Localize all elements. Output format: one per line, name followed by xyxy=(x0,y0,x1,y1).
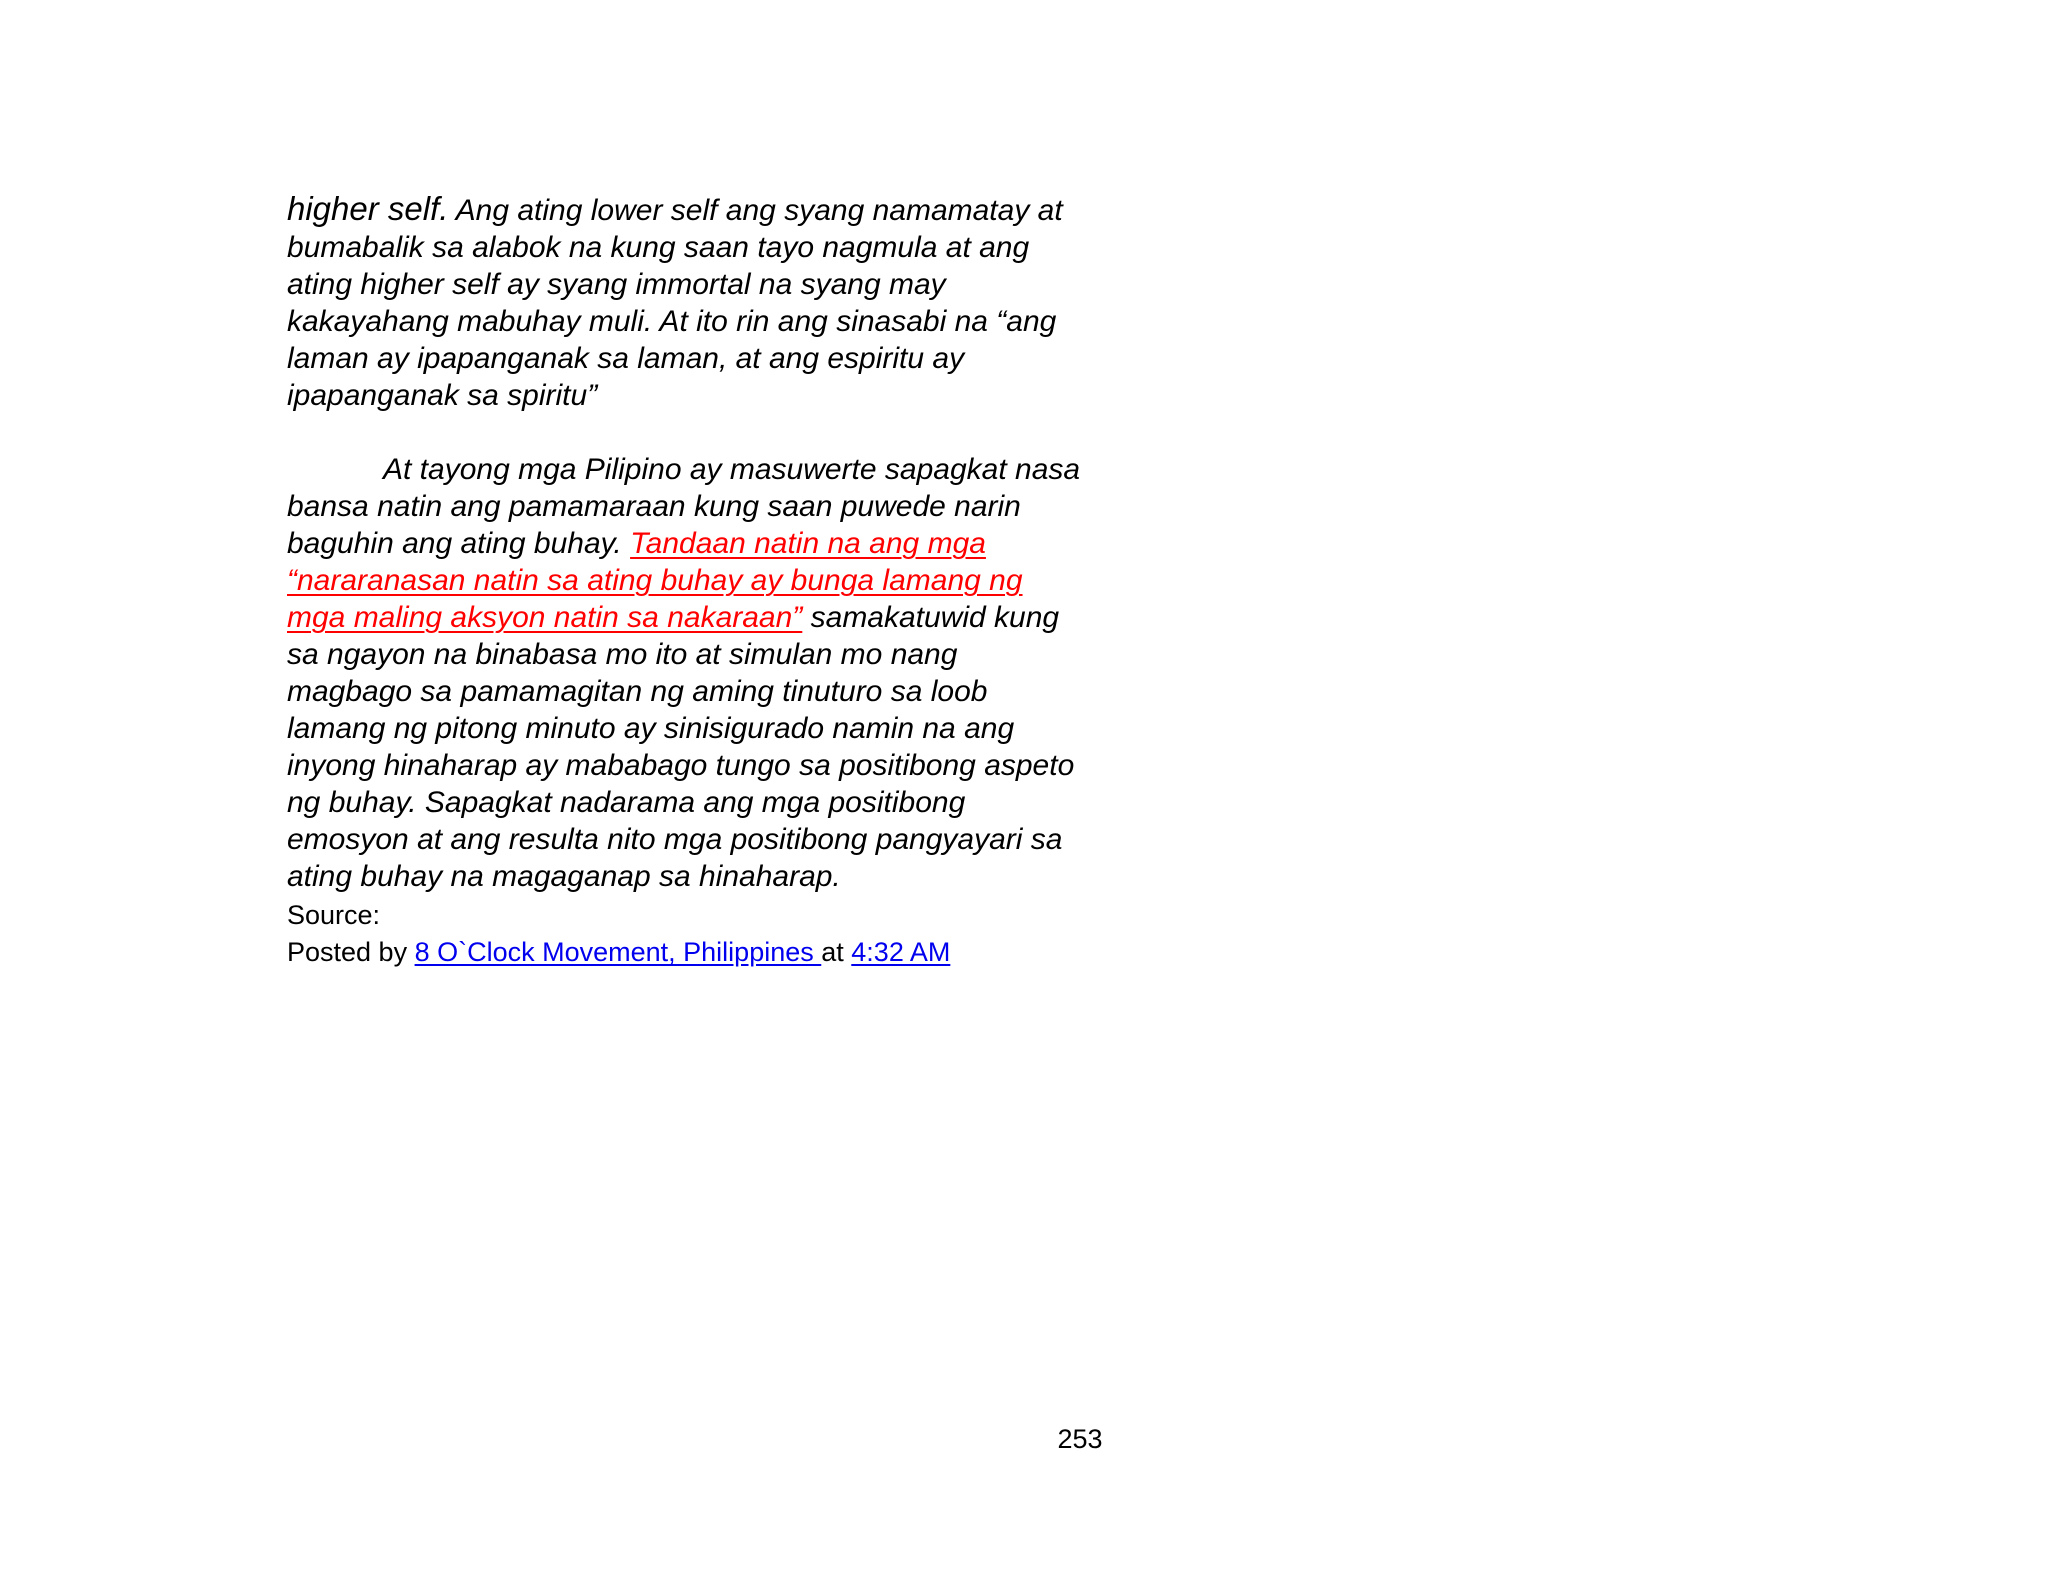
paragraph-body: Ang ating lower self ang syang namamatay at bumabalik sa alabok na kung saan tayo nagmula at ang ating higher self ay syang immortal na syang may kakayahang mabuhay muli. At ito rin ang sinasabi na “ang laman ay ipapanganak sa laman, at ang espiritu ay ipapanganak sa spiritu” xyxy=(287,194,1063,412)
paragraph-filipino xyxy=(287,451,1087,895)
posted-at-text: at xyxy=(821,937,852,967)
posted-by-prefix: Posted by xyxy=(287,937,415,967)
paragraph-after-highlight: samakatuwid kung sa ngayon na binabasa mo ito at simulan mo nang magbago sa pamamagitan ng aming tinuturo sa loob lamang ng pitong minuto ay sinisigurado namin na ang inyong hinaharap ay mababago tungo sa positibong aspeto ng buhay. Sapagkat nadarama ang mga positibong emosyon at ang resulta nito mga positibong pangyayari sa ating buhay na magaganap sa hinaharap. xyxy=(287,601,1075,893)
source-label: Source: xyxy=(287,900,381,930)
page-number: 253 xyxy=(1057,1424,1103,1454)
paragraph-before-highlight: At tayong mga Pilipino ay masuwerte sapagkat nasa bansa natin ang pamamaraan kung saan puwede narin baguhin ang ating buhay. xyxy=(287,453,1081,560)
paragraph-lead: higher self. xyxy=(287,190,449,227)
posted-by-line xyxy=(287,934,1087,971)
author-link[interactable]: 8 O`Clock Movement, Philippines xyxy=(414,937,822,967)
paragraph-higher-self xyxy=(287,190,1087,414)
post-time-link[interactable]: 4:32 AM xyxy=(851,937,951,967)
text-column xyxy=(287,190,1087,971)
highlighted-quote-link[interactable]: Tandaan natin na ang mga “nararanasan natin sa ating buhay ay bunga lamang ng mga maling aksyon natin sa nakaraan” xyxy=(287,527,1023,634)
